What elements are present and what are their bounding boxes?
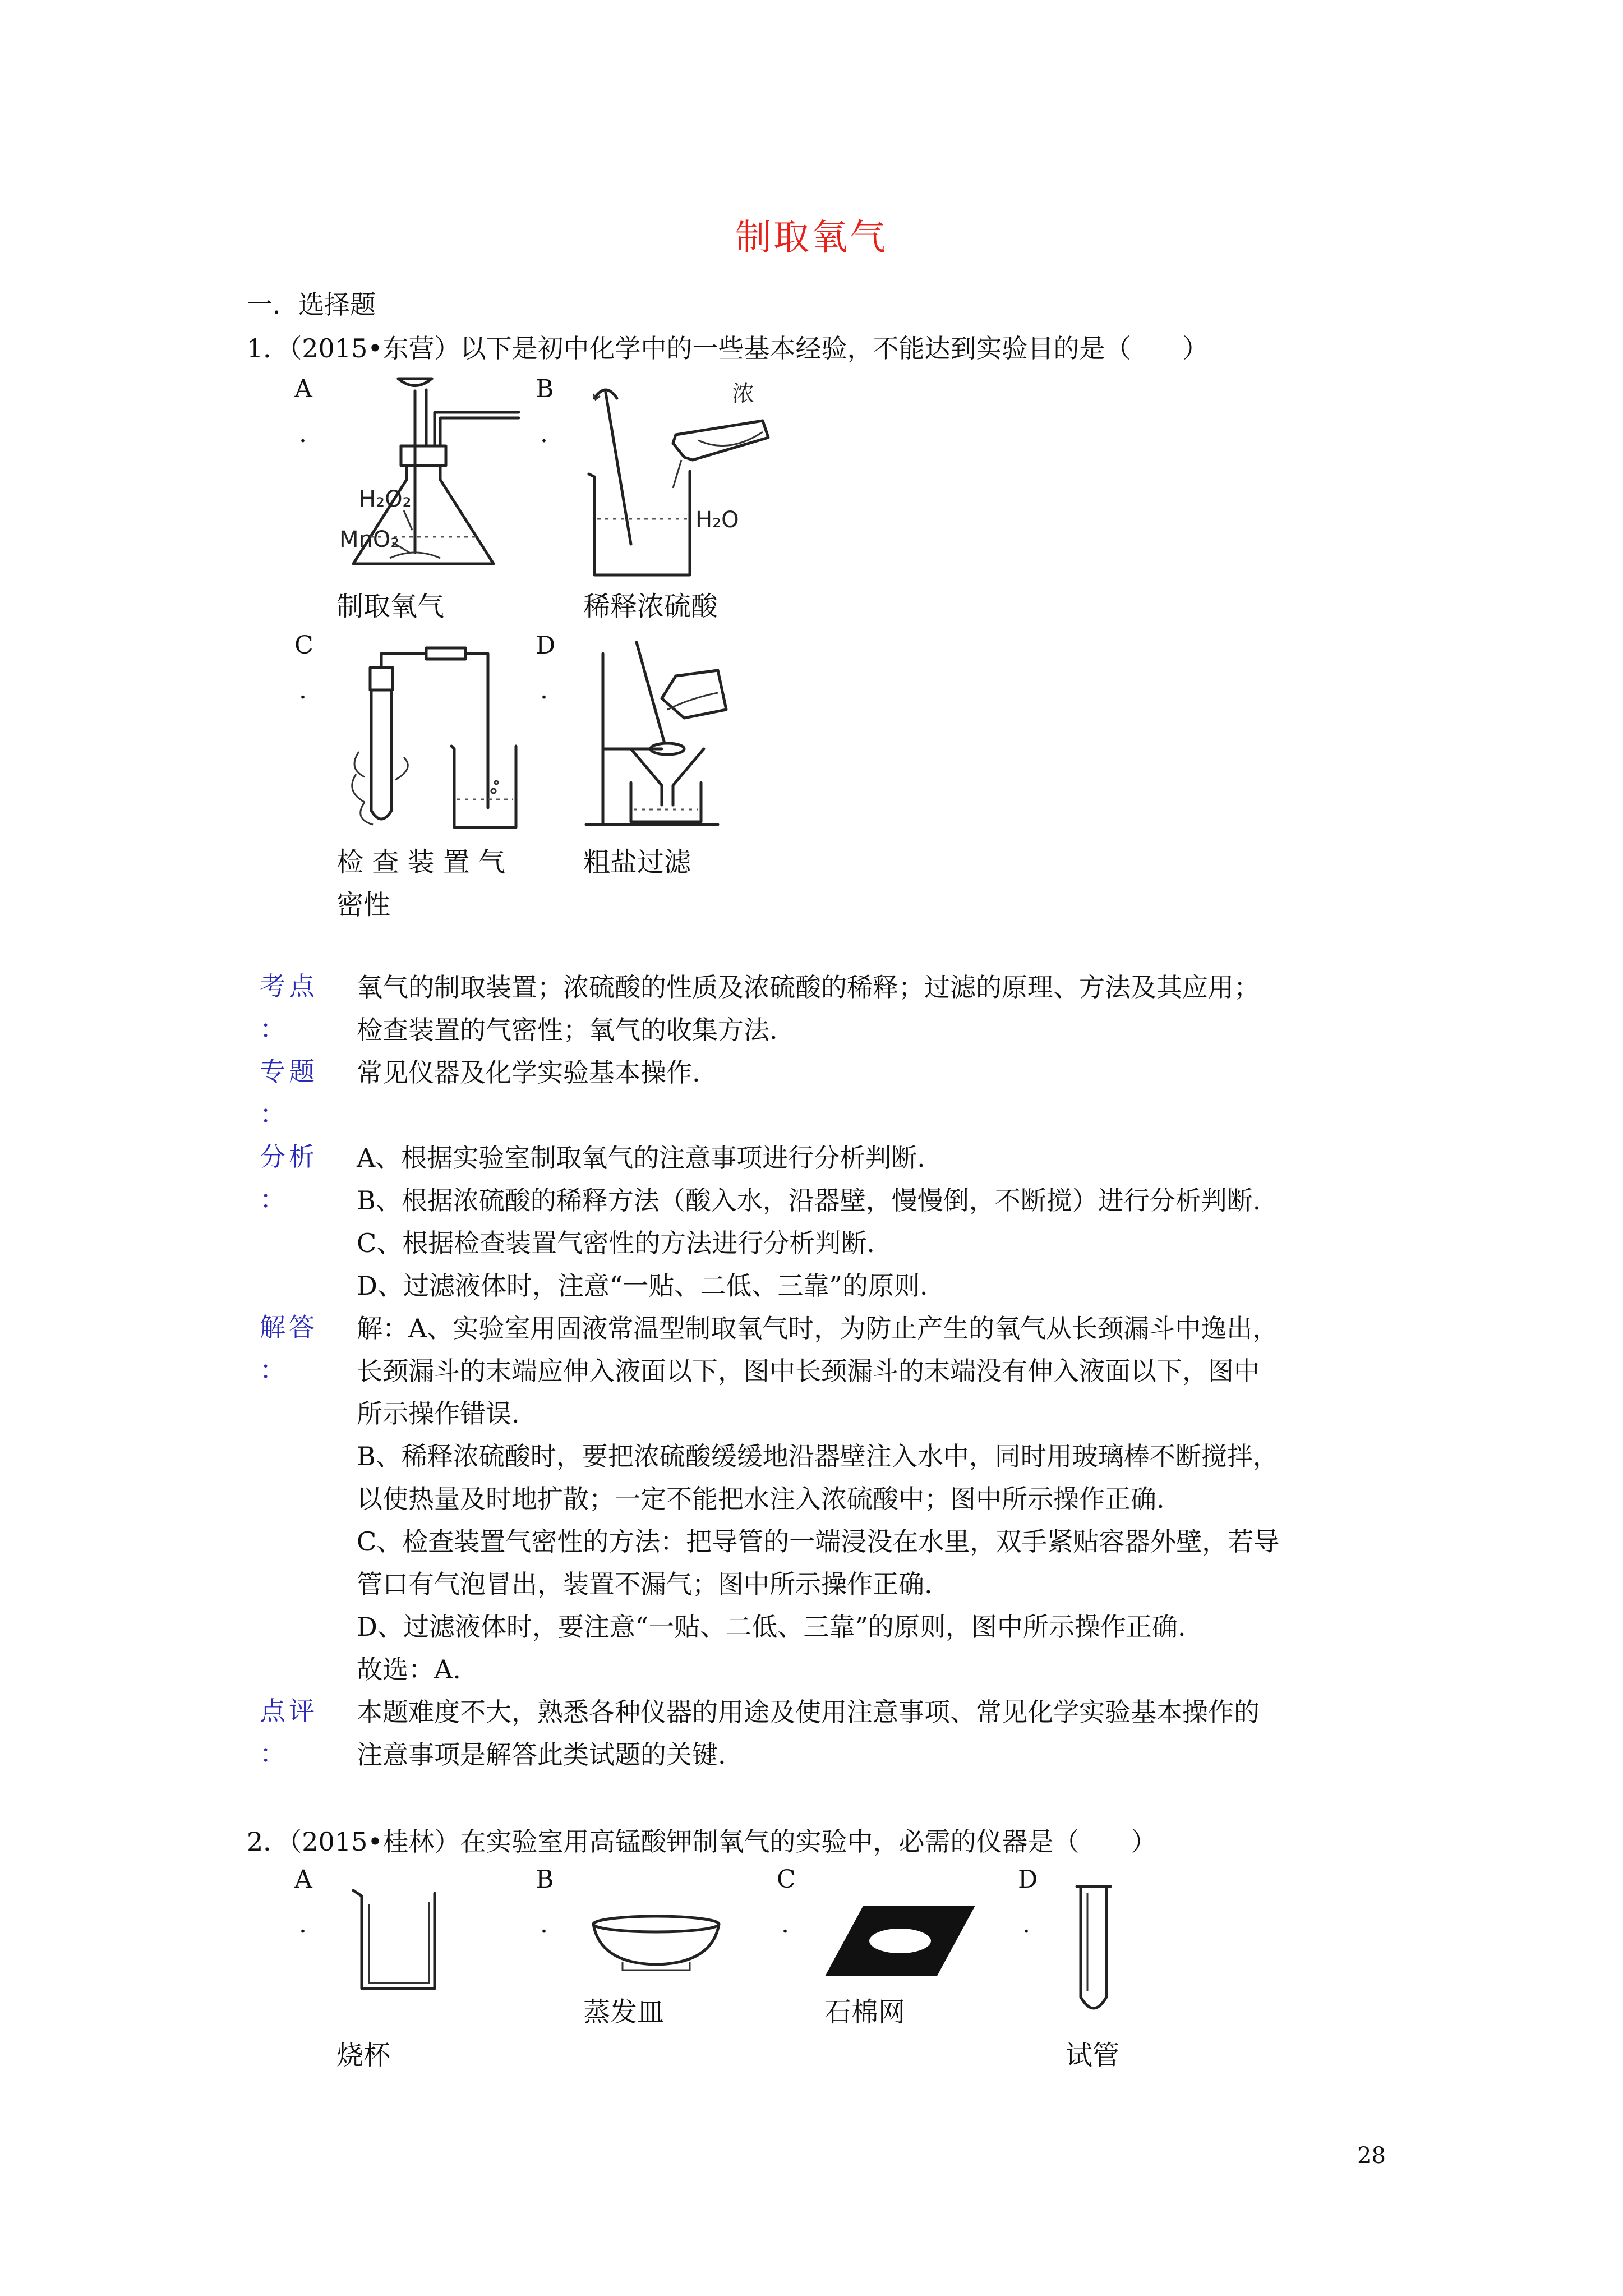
analysis-kaodian-line: 氧气的制取装置；浓硫酸的性质及浓硫酸的稀释；过滤的原理、方法及其应用； bbox=[357, 972, 1260, 1002]
analysis-fenxi-line: C、根据检查装置气密性的方法进行分析判断. bbox=[357, 1228, 875, 1258]
q2-option-b-dot: . bbox=[540, 1910, 548, 1939]
analysis-fenxi-line: A、根据实验室制取氧气的注意事项进行分析判断. bbox=[357, 1143, 925, 1173]
q1-option-c-letter: C bbox=[294, 631, 313, 660]
analysis-colon-zhuanti: ： bbox=[260, 1099, 285, 1129]
analysis-dianping-line: 本题难度不大，熟悉各种仪器的用途及使用注意事项、常见化学实验基本操作的 bbox=[357, 1697, 1260, 1727]
analysis-colon-fenxi: ： bbox=[260, 1184, 285, 1214]
page-number: 28 bbox=[1357, 2143, 1386, 2169]
q2-option-d-dot: . bbox=[1022, 1910, 1030, 1939]
analysis-dianping-line: 注意事项是解答此类试题的关键. bbox=[357, 1740, 726, 1770]
q1-option-a-caption: 制取氧气 bbox=[336, 591, 445, 622]
q1-option-c-caption-line1: 检 查 装 置 气 bbox=[336, 846, 506, 878]
analysis-jieda-line: D、过滤液体时，要注意“一贴、二低、三靠”的原则，图中所示操作正确. bbox=[357, 1612, 1186, 1642]
question-1-stem: 1．（2015•东营）以下是初中化学中的一些基本经验，不能达到实验目的是（ ） bbox=[247, 333, 1209, 364]
analysis-label-kaodian: 考点 bbox=[260, 971, 318, 1001]
analysis-jieda-line: 长颈漏斗的末端应伸入液面以下，图中长颈漏斗的末端没有伸入液面以下，图中 bbox=[357, 1356, 1260, 1386]
q2-option-b-letter: B bbox=[536, 1865, 554, 1894]
filtration-setup-figure bbox=[578, 631, 763, 839]
q2-option-a-letter: A bbox=[294, 1865, 312, 1894]
q2-option-a-caption: 烧杯 bbox=[336, 2040, 391, 2071]
section-heading: 一．选择题 bbox=[247, 289, 376, 320]
analysis-zhuanti-line: 常见仪器及化学实验基本操作. bbox=[357, 1057, 700, 1088]
analysis-label-fenxi: 分析 bbox=[260, 1142, 318, 1172]
oxygen-generation-apparatus-figure bbox=[336, 367, 527, 586]
q2-option-c-caption: 石棉网 bbox=[824, 1996, 906, 2028]
q1-option-b-caption: 稀释浓硫酸 bbox=[583, 591, 718, 622]
q1-option-d-caption: 粗盐过滤 bbox=[583, 846, 691, 878]
analysis-jieda-line: 以使热量及时地扩散；一定不能把水注入浓硫酸中；图中所示操作正确. bbox=[357, 1484, 1165, 1514]
q1-option-b-dot: . bbox=[540, 420, 548, 448]
analysis-kaodian-line: 检查装置的气密性；氧气的收集方法. bbox=[357, 1015, 778, 1045]
analysis-jieda-line: C、检查装置气密性的方法：把导管的一端浸没在水里，双手紧贴容器外壁，若导 bbox=[357, 1526, 1280, 1557]
q2-option-a-dot: . bbox=[299, 1910, 307, 1939]
page-title: 制取氧气 bbox=[735, 217, 888, 259]
q1-option-b-letter: B bbox=[536, 375, 554, 403]
asbestos-gauze-figure bbox=[824, 1902, 976, 1980]
analysis-label-zhuanti: 专题 bbox=[260, 1056, 318, 1087]
test-tube-figure bbox=[1068, 1882, 1119, 2022]
analysis-jieda-line: 故选：A. bbox=[357, 1654, 461, 1685]
beaker-figure bbox=[348, 1885, 449, 1997]
water-label: H₂O bbox=[695, 507, 739, 533]
concentrated-label: 浓 bbox=[732, 381, 754, 407]
analysis-colon-jieda: ： bbox=[260, 1355, 285, 1385]
analysis-jieda-line: 所示操作错误. bbox=[357, 1398, 520, 1429]
q2-option-c-letter: C bbox=[777, 1865, 796, 1894]
q1-option-d-letter: D bbox=[536, 631, 556, 660]
q2-option-d-caption: 试管 bbox=[1066, 2040, 1120, 2071]
analysis-colon-dianping: ： bbox=[260, 1738, 285, 1769]
analysis-jieda-line: B、稀释浓硫酸时，要把浓硫酸缓缓地沿器壁注入水中，同时用玻璃棒不断搅拌， bbox=[357, 1441, 1279, 1471]
q1-option-c-caption-line2: 密性 bbox=[336, 889, 391, 921]
analysis-fenxi-line: D、过滤液体时，注意“一贴、二低、三靠”的原则. bbox=[357, 1271, 928, 1301]
q1-option-d-dot: . bbox=[540, 676, 548, 705]
analysis-label-jieda: 解答 bbox=[260, 1312, 318, 1342]
q1-option-a-dot: . bbox=[299, 420, 307, 448]
question-2-stem: 2．（2015•桂林）在实验室用高锰酸钾制氧气的实验中，必需的仪器是（ ） bbox=[247, 1826, 1157, 1857]
q2-option-d-letter: D bbox=[1018, 1865, 1038, 1894]
q2-option-c-dot: . bbox=[781, 1910, 789, 1939]
analysis-colon-kaodian: ： bbox=[260, 1014, 285, 1044]
evaporating-dish-figure bbox=[589, 1907, 723, 1975]
airtightness-check-figure bbox=[336, 634, 522, 841]
analysis-label-dianping: 点评 bbox=[260, 1696, 318, 1726]
h2o2-label: H₂O₂ bbox=[359, 486, 412, 512]
q2-option-b-caption: 蒸发皿 bbox=[583, 1996, 665, 2028]
mno2-label: MnO₂ bbox=[339, 527, 400, 553]
analysis-jieda-line: 管口有气泡冒出，装置不漏气；图中所示操作正确. bbox=[357, 1569, 933, 1599]
analysis-fenxi-line: B、根据浓硫酸的稀释方法（酸入水，沿器壁，慢慢倒，不断搅）进行分析判断. bbox=[357, 1185, 1261, 1216]
dilute-sulfuric-acid-figure bbox=[583, 376, 774, 583]
q1-option-a-letter: A bbox=[294, 375, 312, 403]
q1-option-c-dot: . bbox=[299, 676, 307, 705]
analysis-jieda-line: 解：A、实验室用固液常温型制取氧气时，为防止产生的氧气从长颈漏斗中逸出， bbox=[357, 1313, 1279, 1343]
